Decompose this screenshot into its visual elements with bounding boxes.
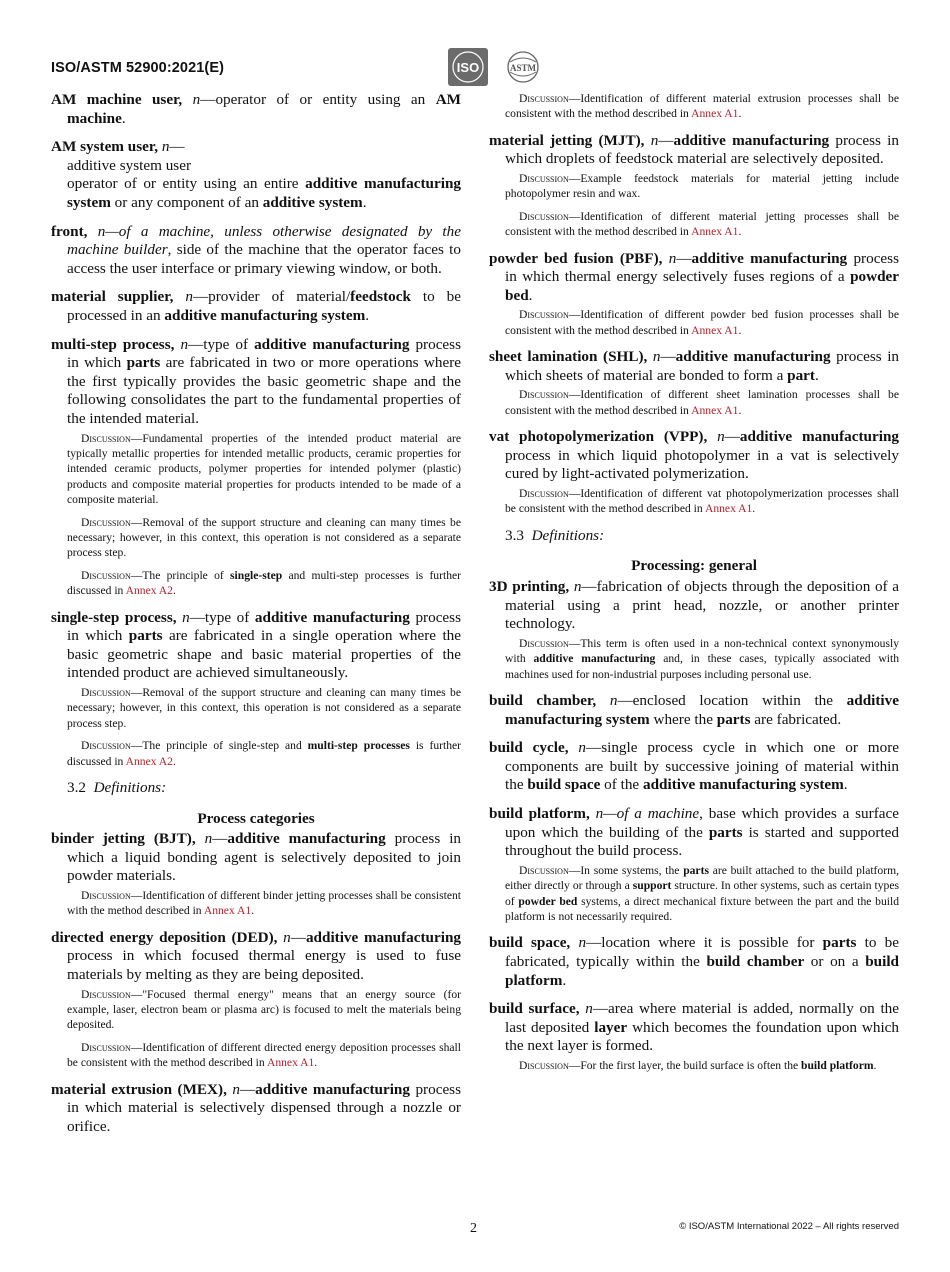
discussion-note: Discussion—This term is often used in a non-technical context synonymously with additive manufacturing and, in these cases, typically associated with machines used for non-industrial purposes including personal use.	[505, 636, 899, 681]
discussion-note: Discussion—"Focused thermal energy" means that an energy source (for example, laser, electron beam or plasma arc) is focused to melt the materials being deposited.	[67, 987, 461, 1032]
copyright-notice: © ISO/ASTM International 2022 – All rights reserved	[679, 1221, 899, 1232]
discussion-note: Discussion—Identification of different powder bed fusion processes shall be consistent with the method described in Annex A1.	[505, 308, 899, 337]
discussion-note: Discussion—Identification of different vat photopolymerization processes shall be consistent with the method described in Annex A1.	[505, 487, 899, 516]
discussion-note: Discussion—Identification of different directed energy deposition processes shall be consistent with the method described in Annex A1.	[67, 1040, 461, 1070]
page-number: 2	[470, 1221, 477, 1236]
annex-a1-link[interactable]: Annex A1	[691, 323, 739, 337]
annex-a1-link[interactable]: Annex A1	[691, 225, 739, 239]
entry-am-machine-user: AM machine user, n—operator of or entity using an AM machine.	[51, 91, 462, 127]
entry-front: front, n—of a machine, unless otherwise designated by the machine builder, side of the machine that the operator faces to access the user interface or primary viewing window, or both.	[51, 222, 461, 277]
processing-general-heading: Processing: general	[631, 557, 757, 575]
annex-a2-link[interactable]: Annex A2	[125, 754, 173, 768]
entry-build-chamber: build chamber, n—enclosed location within the additive manufacturing system where the parts are fabricated.	[489, 692, 899, 728]
entry-build-platform: build platform, n—of a machine, base which provides a surface upon which the building of the parts is started and supported throughout the build process. Discussion—In some systems, the parts are built attached to the build platform, either directly or through a support structure. In other systems, such as certain types of powder bed systems, a direct mechanical fixture between the part and the build platform is not necessarily required.	[489, 804, 900, 923]
discussion-note: Discussion—Removal of the support structure and cleaning can many times be necessary; however, in this context, this operation is not considered as a separate process step.	[67, 685, 461, 730]
discussion-note: Discussion—In some systems, the parts are built attached to the build platform, either directly or through a support structure. In other systems, such as certain types of powder bed systems, a direct mechanical fixture between the part and the build platform is not necessarily required.	[505, 863, 900, 923]
entry-directed-energy-deposition: directed energy deposition (DED), n—additive manufacturing process in which focused thermal energy is used to fuse materials by melting as they are being deposited. Discussion—"Focused thermal energy" means that an energy source (for example, laser, electron beam or plasma arc) is focused to melt the materials being deposited. Discussion—Identification of different directed energy deposition processes shall be consistent with the method described in Annex A1.	[51, 928, 462, 1070]
discussion-note: Discussion—Removal of the support structure and cleaning can many times be necessary; however, in this context, this operation is not considered as a separate process step.	[67, 515, 461, 560]
entry-3d-printing: 3D printing, n—fabrication of objects through the deposition of a material using a print head, nozzle, or another printer technology. Discussion—This term is often used in a non-technical context synonymously with additive manufacturing and, in these cases, typically associated with machines used for non-industrial purposes including personal use.	[489, 578, 899, 681]
entry-material-supplier: material supplier, n—provider of material/feedstock to be processed in an additive manufacturing system.	[51, 288, 462, 324]
astm-logo	[504, 50, 542, 84]
section-3-2: 3.2 Definitions:	[67, 778, 167, 796]
annex-a1-link[interactable]: Annex A1	[691, 403, 739, 417]
entry-powder-bed-fusion: powder bed fusion (PBF), n—additive manufacturing process in which thermal energy selectively fuses regions of a powder bed. Discussion—Identification of different powder bed fusion processes shall be consistent with the method described in Annex A1.	[489, 249, 899, 337]
svg-text:ISO: ISO	[456, 60, 480, 75]
section-3-3: 3.3 Definitions:	[505, 526, 605, 544]
discussion-note: Discussion—Identification of different material extrusion processes shall be consistent with the method described in Annex A1.	[505, 92, 899, 121]
discussion-note: Discussion—Identification of different material jetting processes shall be consistent with the method described in Annex A1.	[505, 209, 899, 239]
discussion-note: Discussion—Identification of different sheet lamination processes shall be consistent with the method described in Annex A1.	[505, 388, 899, 417]
process-categories-heading: Process categories	[197, 809, 315, 827]
annex-a2-link[interactable]: Annex A2	[125, 584, 173, 598]
left-column	[51, 91, 461, 1146]
discussion-note: Discussion—For the first layer, the build surface is often the build platform.	[519, 1058, 877, 1072]
entry-binder-jetting: binder jetting (BJT), n—additive manufacturing process in which a liquid bonding agent is selectively deposited to join powder materials. Discussion—Identification of different binder jetting processes shall be consistent with the method described in Annex A1.	[51, 830, 462, 918]
discussion-note: Discussion—Fundamental properties of the intended product material are typically metallic properties for intended metallic products, ceramic properties for intended ceramic products, polymer properties for intended polymer (plastic) products and composite material properties for products intended to be made of a composite material.	[67, 431, 461, 507]
annex-a1-link[interactable]: Annex A1	[704, 502, 753, 516]
right-column	[489, 91, 899, 1083]
entry-multi-step-process: multi-step process, n—type of additive manufacturing process in which parts are fabricated in two or more operations where the first typically provides the basic geometric shape and the following consolidates the part to the fundamental properties of the intended material. Discussion—Fundamental properties of the intended product material are typically metallic properties for intended metallic products, ceramic properties for intended ceramic products, polymer properties for intended polymer (plastic) products and composite material properties for products intended to be made of a composite material. Discussion—Removal of the support structure and cleaning can many times be necessary; however, in this context, this operation is not considered as a separate process step. Discussion—The principle of single-step and multi-step processes is further discussed in Annex A2.	[51, 335, 462, 598]
discussion-note: Discussion—Identification of different binder jetting processes shall be consistent with the method described in Annex A1.	[67, 888, 461, 918]
iso-logo	[448, 48, 488, 86]
annex-a1-link[interactable]: Annex A1	[266, 1056, 315, 1070]
entry-single-step-process: single-step process, n—type of additive manufacturing process in which parts are fabricated in a single operation where the basic geometric shape and basic material properties of the intended product are achieved simultaneously. Discussion—Removal of the support structure and cleaning can many times be necessary; however, in this context, this operation is not considered as a separate process step. Discussion—The principle of single-step and multi-step processes is further discussed in Annex A2.	[51, 608, 461, 768]
entry-material-jetting: material jetting (MJT), n—additive manufacturing process in which droplets of feedstock material are selectively deposited. Discussion—Example feedstock materials for material jetting include photopolymer resin and wax. Discussion—Identification of different material jetting processes shall be consistent with the method described in Annex A1.	[489, 131, 899, 239]
entry-sheet-lamination: sheet lamination (SHL), n—additive manufacturing process in which sheets of material are bonded to form a part. Discussion—Identification of different sheet lamination processes shall be consistent with the method described in Annex A1.	[489, 348, 900, 417]
annex-a1-link[interactable]: Annex A1	[691, 107, 739, 121]
document-code: ISO/ASTM 52900:2021(E)	[51, 60, 225, 76]
entry-build-space: build space, n—location where it is possible for parts to be fabricated, typically within the build chamber or on a build platform.	[489, 934, 899, 989]
entry-material-extrusion-cont	[489, 91, 899, 122]
entry-material-extrusion: material extrusion (MEX), n—additive manufacturing process in which material is selectively dispensed through a nozzle or orifice.	[51, 1080, 462, 1135]
entry-build-surface: build surface, n—area where material is added, normally on the last deposited layer which becomes the foundation upon which the next layer is formed. Discussion—For the first layer, the build surface is often the build platform.	[489, 1000, 900, 1072]
annex-a1-link[interactable]: Annex A1	[203, 904, 252, 918]
entry-am-system-user: AM system user, n— additive system user operator of or entity using an entire additive manufacturing system or any component of an additive system.	[51, 138, 461, 211]
entry-build-cycle: build cycle, n—single process cycle in which one or more components are built by successive joining of material within the build space of the additive manufacturing system.	[489, 739, 899, 794]
discussion-note: Discussion—The principle of single-step and multi-step processes is further discussed in Annex A2.	[67, 739, 461, 768]
discussion-note: Discussion—Example feedstock materials for material jetting include photopolymer resin and wax.	[505, 172, 899, 201]
discussion-note: Discussion—The principle of single-step and multi-step processes is further discussed in Annex A2.	[67, 568, 461, 598]
entry-vat-photopolymerization: vat photopolymerization (VPP), n—additive manufacturing process in which liquid photopolymer in a vat is selectively cured by light-activated polymerization. Discussion—Identification of different vat photopolymerization processes shall be consistent with the method described in Annex A1.	[489, 428, 899, 516]
svg-text:ASTM: ASTM	[509, 63, 537, 73]
